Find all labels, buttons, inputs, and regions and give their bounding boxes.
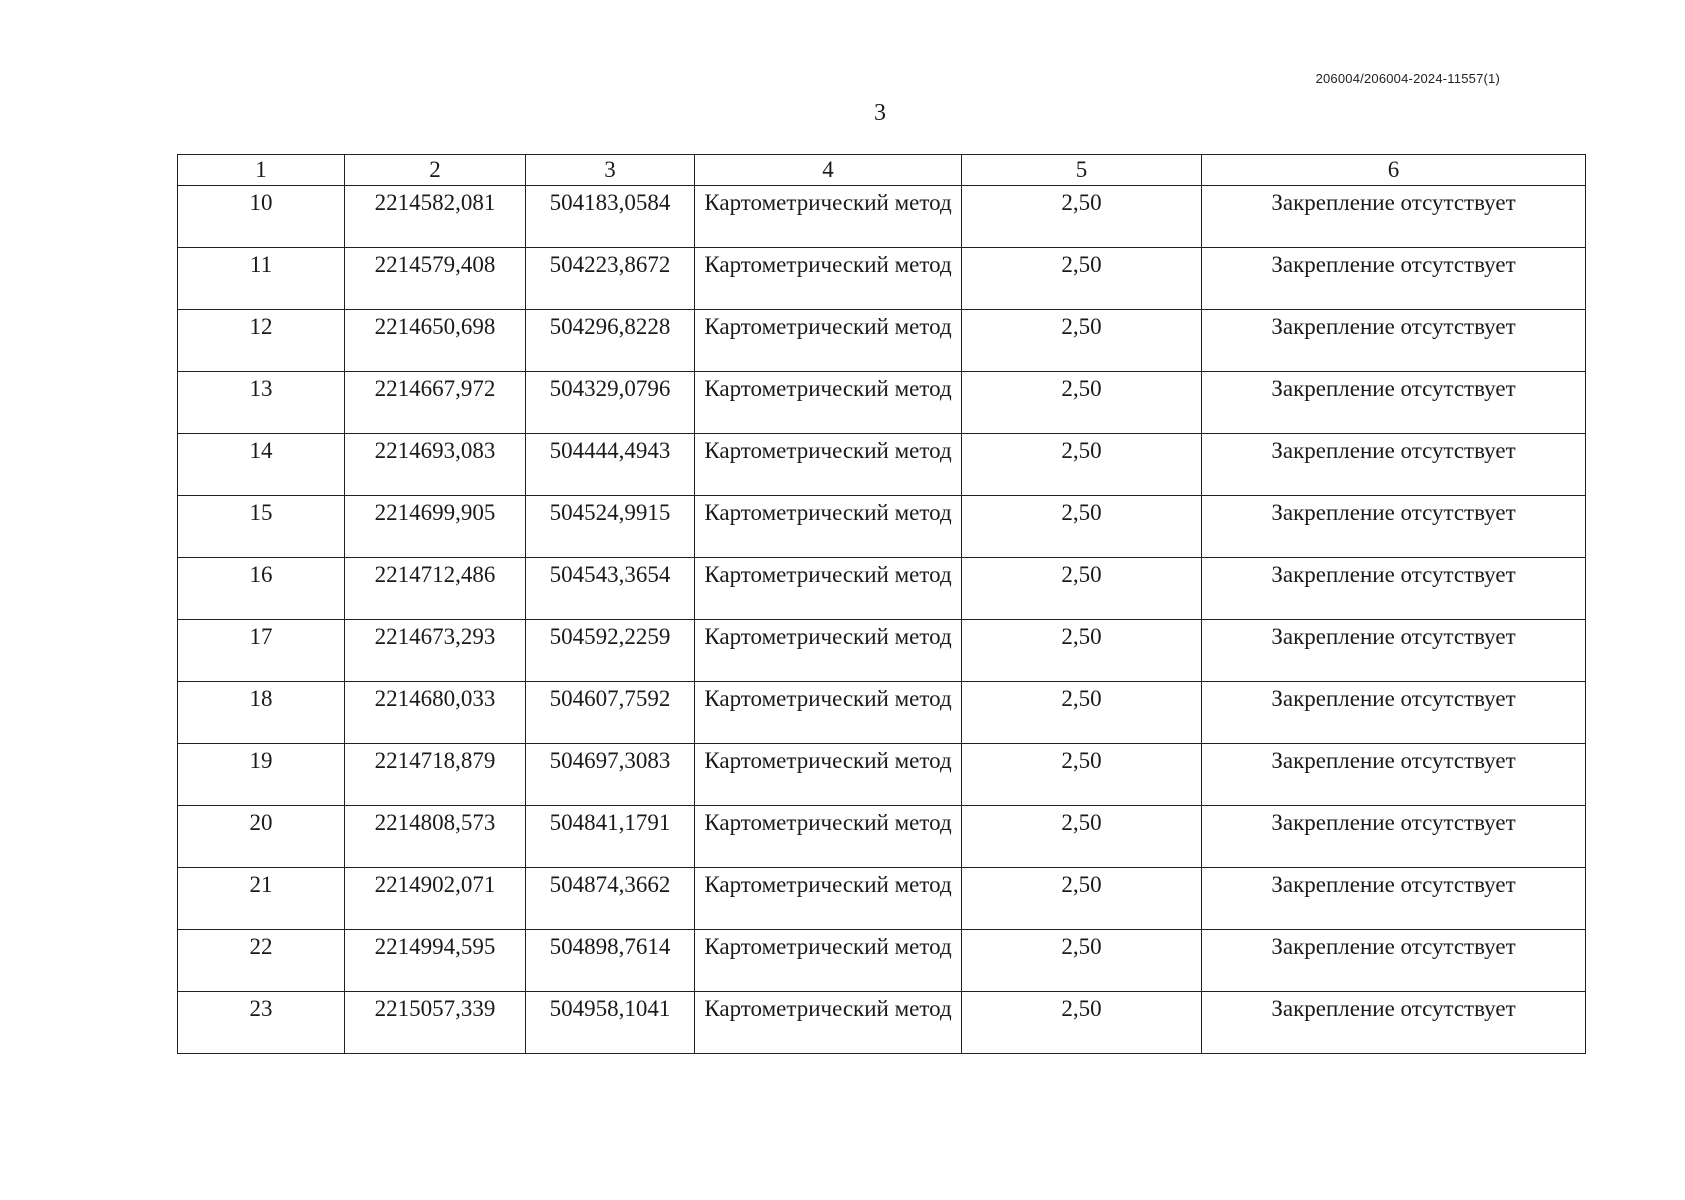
table-row xyxy=(178,806,1586,868)
y-coordinate-cell: 504183,0584 xyxy=(526,186,695,248)
table-row xyxy=(178,372,1586,434)
column-header: 6 xyxy=(1202,155,1586,186)
method-cell: Картометрический метод xyxy=(695,248,962,310)
point-number-cell: 20 xyxy=(178,806,345,868)
x-coordinate-cell: 2214579,408 xyxy=(345,248,526,310)
column-header: 5 xyxy=(962,155,1202,186)
fixing-description-cell: Закрепление отсутствует xyxy=(1202,372,1586,434)
document-id: 206004/206004-2024-11557(1) xyxy=(1315,71,1500,86)
y-coordinate-cell: 504592,2259 xyxy=(526,620,695,682)
fixing-description-cell: Закрепление отсутствует xyxy=(1202,310,1586,372)
y-coordinate-cell: 504841,1791 xyxy=(526,806,695,868)
fixing-description-cell: Закрепление отсутствует xyxy=(1202,186,1586,248)
point-number-cell: 13 xyxy=(178,372,345,434)
fixing-description-cell: Закрепление отсутствует xyxy=(1202,496,1586,558)
accuracy-cell: 2,50 xyxy=(962,992,1202,1054)
fixing-description-cell: Закрепление отсутствует xyxy=(1202,992,1586,1054)
column-header: 4 xyxy=(695,155,962,186)
point-number-cell: 22 xyxy=(178,930,345,992)
x-coordinate-cell: 2214718,879 xyxy=(345,744,526,806)
y-coordinate-cell: 504874,3662 xyxy=(526,868,695,930)
table-body xyxy=(178,186,1586,1054)
accuracy-cell: 2,50 xyxy=(962,930,1202,992)
method-cell: Картометрический метод xyxy=(695,434,962,496)
accuracy-cell: 2,50 xyxy=(962,372,1202,434)
x-coordinate-cell: 2215057,339 xyxy=(345,992,526,1054)
method-cell: Картометрический метод xyxy=(695,682,962,744)
x-coordinate-cell: 2214808,573 xyxy=(345,806,526,868)
table-row xyxy=(178,992,1586,1054)
accuracy-cell: 2,50 xyxy=(962,868,1202,930)
fixing-description-cell: Закрепление отсутствует xyxy=(1202,868,1586,930)
fixing-description-cell: Закрепление отсутствует xyxy=(1202,434,1586,496)
column-header: 3 xyxy=(526,155,695,186)
y-coordinate-cell: 504444,4943 xyxy=(526,434,695,496)
point-number-cell: 23 xyxy=(178,992,345,1054)
accuracy-cell: 2,50 xyxy=(962,682,1202,744)
point-number-cell: 17 xyxy=(178,620,345,682)
x-coordinate-cell: 2214673,293 xyxy=(345,620,526,682)
point-number-cell: 12 xyxy=(178,310,345,372)
point-number-cell: 15 xyxy=(178,496,345,558)
point-number-cell: 18 xyxy=(178,682,345,744)
fixing-description-cell: Закрепление отсутствует xyxy=(1202,930,1586,992)
point-number-cell: 10 xyxy=(178,186,345,248)
column-header: 1 xyxy=(178,155,345,186)
table-row xyxy=(178,248,1586,310)
table-row xyxy=(178,186,1586,248)
x-coordinate-cell: 2214650,698 xyxy=(345,310,526,372)
x-coordinate-cell: 2214667,972 xyxy=(345,372,526,434)
table-row xyxy=(178,558,1586,620)
method-cell: Картометрический метод xyxy=(695,310,962,372)
method-cell: Картометрический метод xyxy=(695,372,962,434)
table-row xyxy=(178,744,1586,806)
header-row xyxy=(178,155,1586,186)
accuracy-cell: 2,50 xyxy=(962,248,1202,310)
table-row xyxy=(178,434,1586,496)
y-coordinate-cell: 504898,7614 xyxy=(526,930,695,992)
accuracy-cell: 2,50 xyxy=(962,620,1202,682)
method-cell: Картометрический метод xyxy=(695,186,962,248)
x-coordinate-cell: 2214712,486 xyxy=(345,558,526,620)
point-number-cell: 16 xyxy=(178,558,345,620)
method-cell: Картометрический метод xyxy=(695,496,962,558)
x-coordinate-cell: 2214699,905 xyxy=(345,496,526,558)
point-number-cell: 11 xyxy=(178,248,345,310)
fixing-description-cell: Закрепление отсутствует xyxy=(1202,620,1586,682)
table-header xyxy=(178,155,1586,186)
fixing-description-cell: Закрепление отсутствует xyxy=(1202,806,1586,868)
fixing-description-cell: Закрепление отсутствует xyxy=(1202,682,1586,744)
table-row xyxy=(178,620,1586,682)
x-coordinate-cell: 2214994,595 xyxy=(345,930,526,992)
accuracy-cell: 2,50 xyxy=(962,186,1202,248)
page-number: 3 xyxy=(874,100,886,126)
method-cell: Картометрический метод xyxy=(695,992,962,1054)
y-coordinate-cell: 504958,1041 xyxy=(526,992,695,1054)
y-coordinate-cell: 504543,3654 xyxy=(526,558,695,620)
method-cell: Картометрический метод xyxy=(695,744,962,806)
y-coordinate-cell: 504296,8228 xyxy=(526,310,695,372)
point-number-cell: 14 xyxy=(178,434,345,496)
fixing-description-cell: Закрепление отсутствует xyxy=(1202,744,1586,806)
table-row xyxy=(178,310,1586,372)
point-number-cell: 19 xyxy=(178,744,345,806)
table-row xyxy=(178,868,1586,930)
accuracy-cell: 2,50 xyxy=(962,558,1202,620)
accuracy-cell: 2,50 xyxy=(962,310,1202,372)
x-coordinate-cell: 2214902,071 xyxy=(345,868,526,930)
coordinates-table xyxy=(177,154,1586,1054)
method-cell: Картометрический метод xyxy=(695,558,962,620)
accuracy-cell: 2,50 xyxy=(962,496,1202,558)
point-number-cell: 21 xyxy=(178,868,345,930)
fixing-description-cell: Закрепление отсутствует xyxy=(1202,558,1586,620)
method-cell: Картометрический метод xyxy=(695,620,962,682)
y-coordinate-cell: 504607,7592 xyxy=(526,682,695,744)
method-cell: Картометрический метод xyxy=(695,930,962,992)
accuracy-cell: 2,50 xyxy=(962,434,1202,496)
y-coordinate-cell: 504524,9915 xyxy=(526,496,695,558)
x-coordinate-cell: 2214693,083 xyxy=(345,434,526,496)
accuracy-cell: 2,50 xyxy=(962,806,1202,868)
table-row xyxy=(178,496,1586,558)
fixing-description-cell: Закрепление отсутствует xyxy=(1202,248,1586,310)
method-cell: Картометрический метод xyxy=(695,806,962,868)
table-row xyxy=(178,682,1586,744)
y-coordinate-cell: 504697,3083 xyxy=(526,744,695,806)
y-coordinate-cell: 504223,8672 xyxy=(526,248,695,310)
y-coordinate-cell: 504329,0796 xyxy=(526,372,695,434)
accuracy-cell: 2,50 xyxy=(962,744,1202,806)
table-row xyxy=(178,930,1586,992)
method-cell: Картометрический метод xyxy=(695,868,962,930)
column-header: 2 xyxy=(345,155,526,186)
x-coordinate-cell: 2214680,033 xyxy=(345,682,526,744)
x-coordinate-cell: 2214582,081 xyxy=(345,186,526,248)
